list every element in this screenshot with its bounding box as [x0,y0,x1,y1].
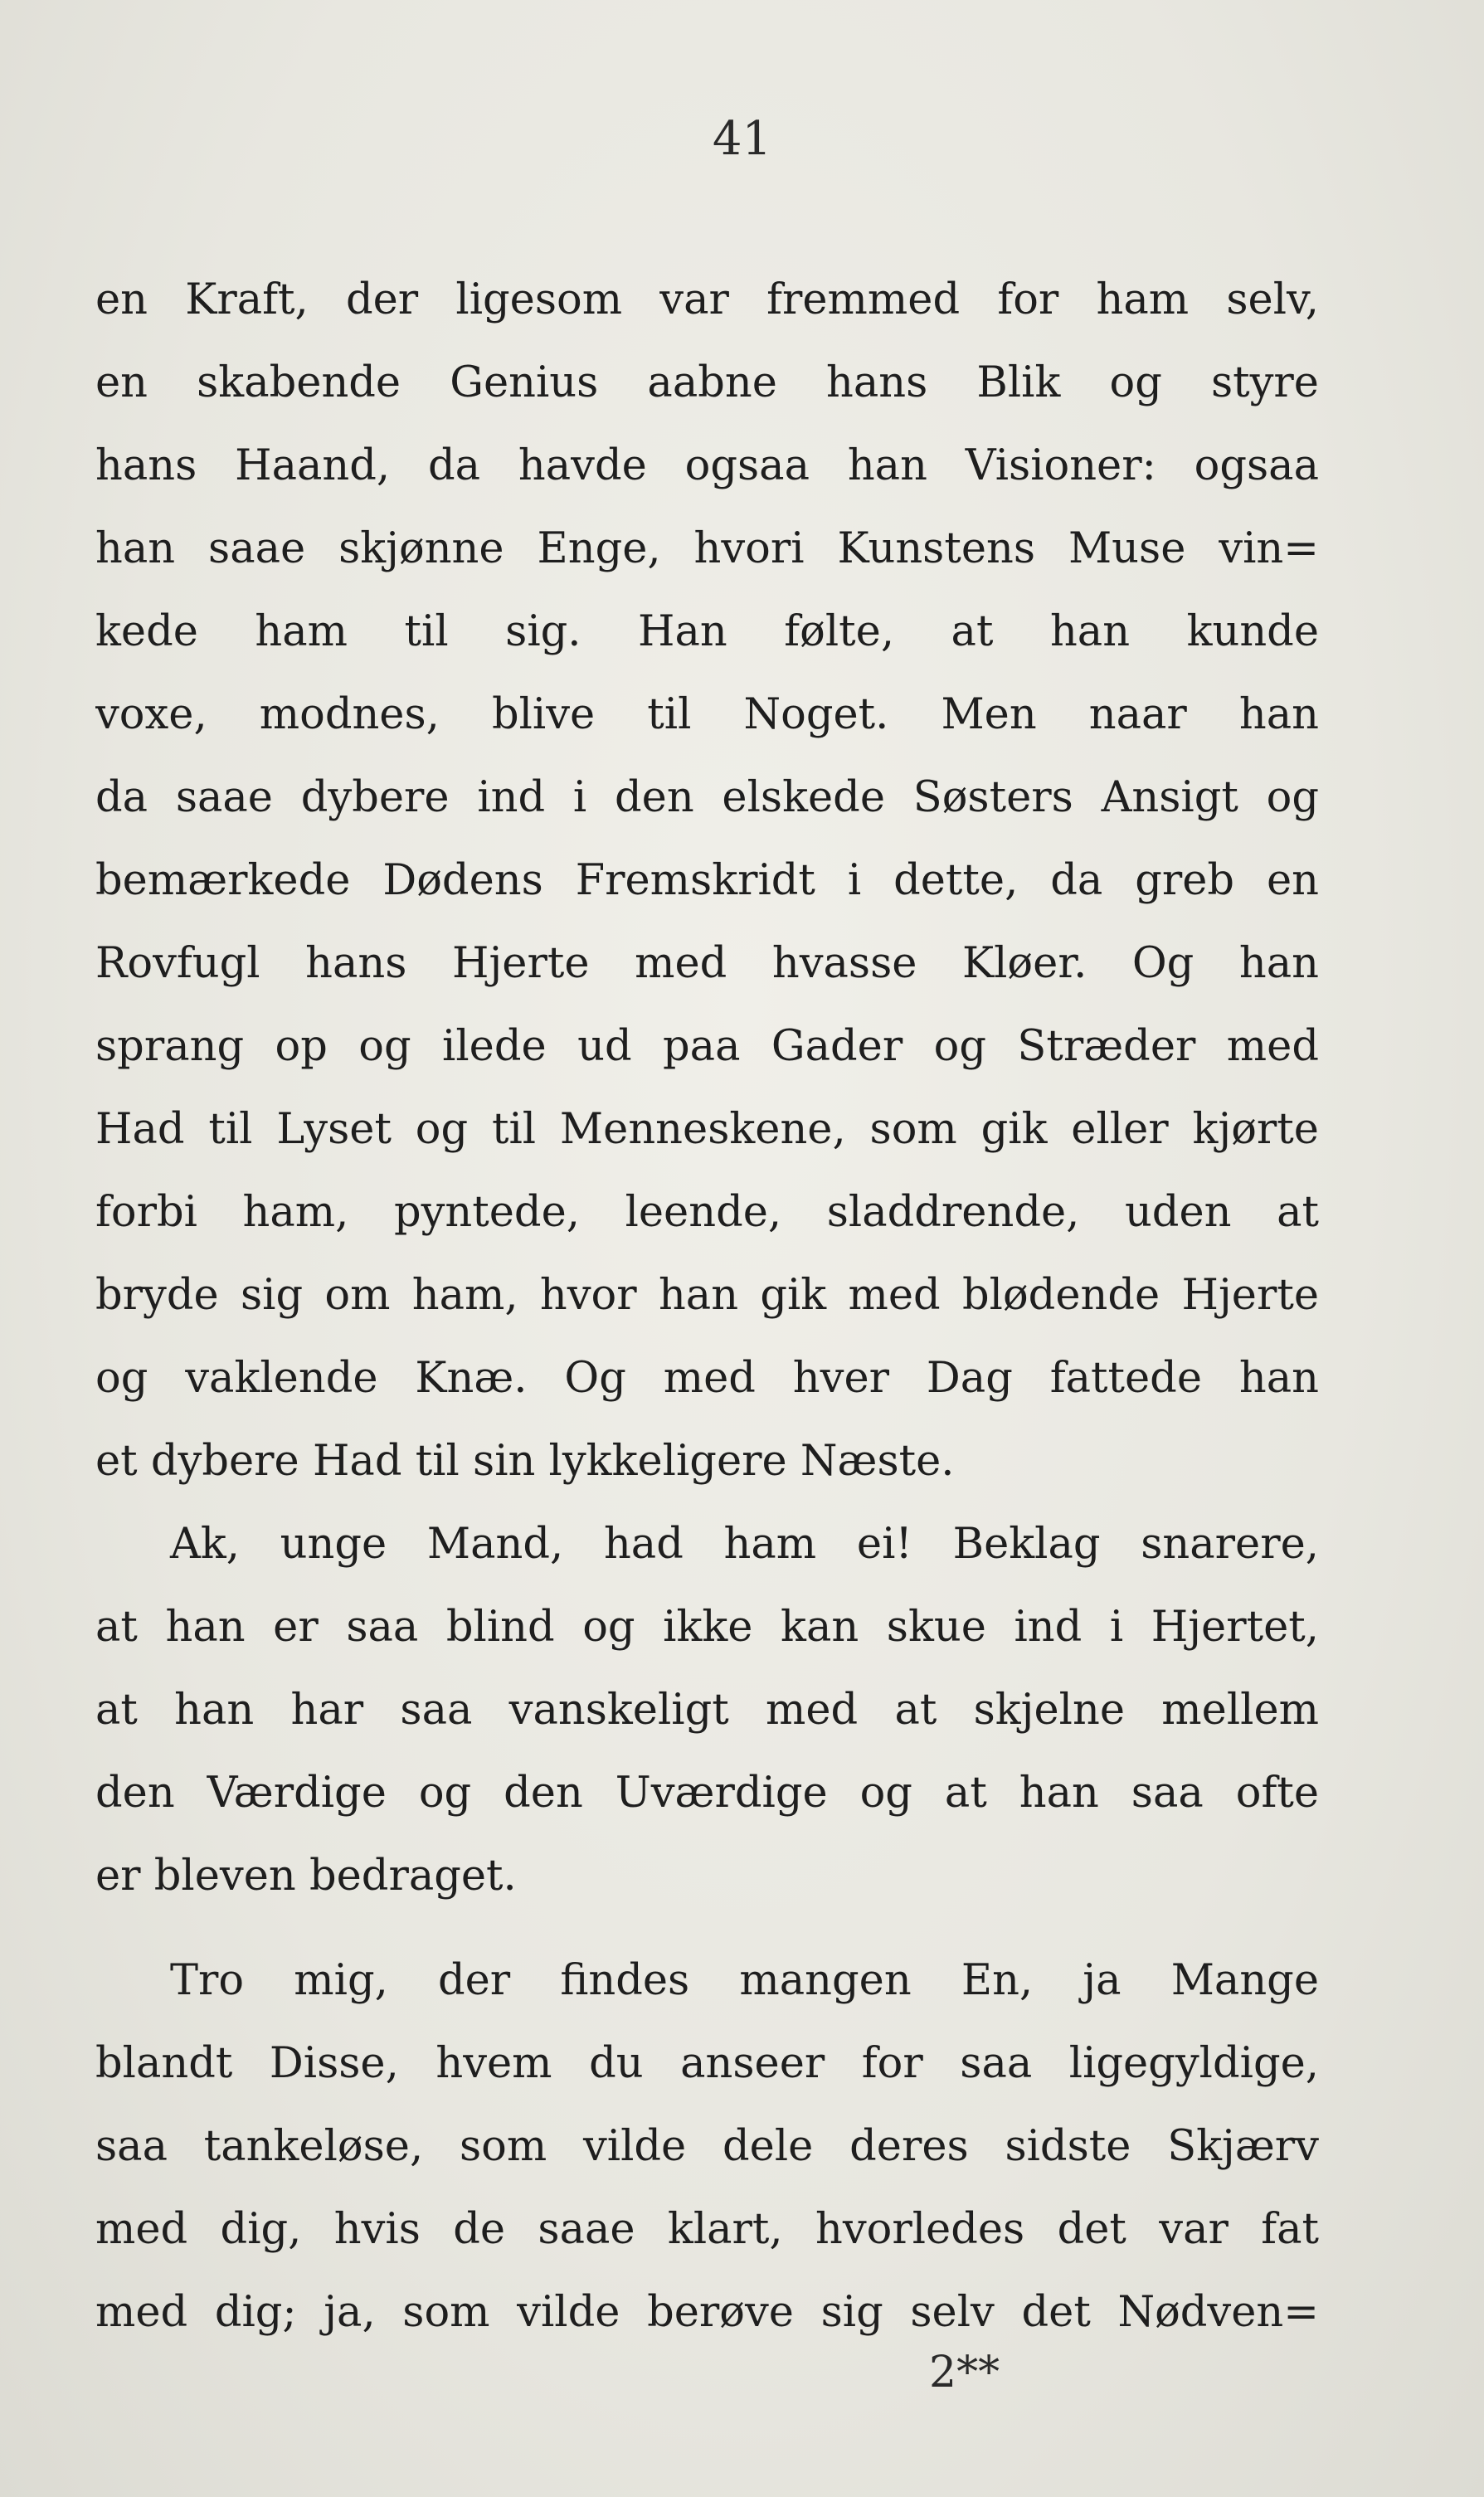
text-line: blandt Disse, hvem du anseer for saa ligegyldige, [95,2039,1319,2088]
text-line: og vaklende Knæ. Og med hver Dag fattede han [95,1354,1319,1403]
text-line: Tro mig, der findes mangen En, ja Mange [170,1956,1319,2005]
text-line: saa tankeløse, som vilde dele deres sidste Skjærv [95,2122,1319,2171]
text-line: at han har saa vanskeligt med at skjelne mellem [95,1686,1319,1735]
text-line: er bleven bedraget. [95,1852,517,1901]
paragraph-gap [95,1918,1319,1940]
text-line: forbi ham, pyntede, leende, sladdrende, uden at [95,1188,1319,1237]
text-line: med dig, hvis de saae klart, hvorledes det var fat [95,2205,1319,2254]
text-line: et dybere Had til sin lykkeligere Næste. [95,1437,955,1486]
text-line: at han er saa blind og ikke kan skue ind i Hjertet, [95,1603,1319,1652]
text-line: han saae skjønne Enge, hvori Kunstens Muse vin= [95,524,1319,573]
text-line: hans Haand, da havde ogsaa han Visioner: ogsaa [95,441,1319,490]
text-line: bemærkede Dødens Fremskridt i dette, da greb en [95,856,1319,905]
text-line: med dig; ja, som vilde berøve sig selv det Nødven= [95,2288,1319,2337]
text-line: bryde sig om ham, hvor han gik med blødende Hjerte [95,1271,1319,1320]
text-line: den Værdige og den Uværdige og at han saa ofte [95,1769,1319,1818]
text-line: kede ham til sig. Han følte, at han kunde [95,607,1319,656]
text-line: Had til Lyset og til Menneskene, som gik eller kjørte [95,1105,1319,1154]
text-line: Rovfugl hans Hjerte med hvasse Kløer. Og han [95,939,1319,988]
text-line: Ak, unge Mand, had ham ei! Beklag snarere, [170,1520,1319,1569]
text-line: en skabende Genius aabne hans Blik og styre [95,358,1319,407]
page-number: 41 [712,112,772,166]
text-line: da saae dybere ind i den elskede Søsters Ansigt og [95,773,1319,822]
text-line: en Kraft, der ligesom var fremmed for ham selv, [95,275,1319,324]
body-text [95,259,1319,2354]
signature-mark: 2** [929,2348,1000,2397]
text-line: sprang op og ilede ud paa Gader og Stræder med [95,1022,1319,1071]
text-line: voxe, modnes, blive til Noget. Men naar han [95,690,1319,739]
